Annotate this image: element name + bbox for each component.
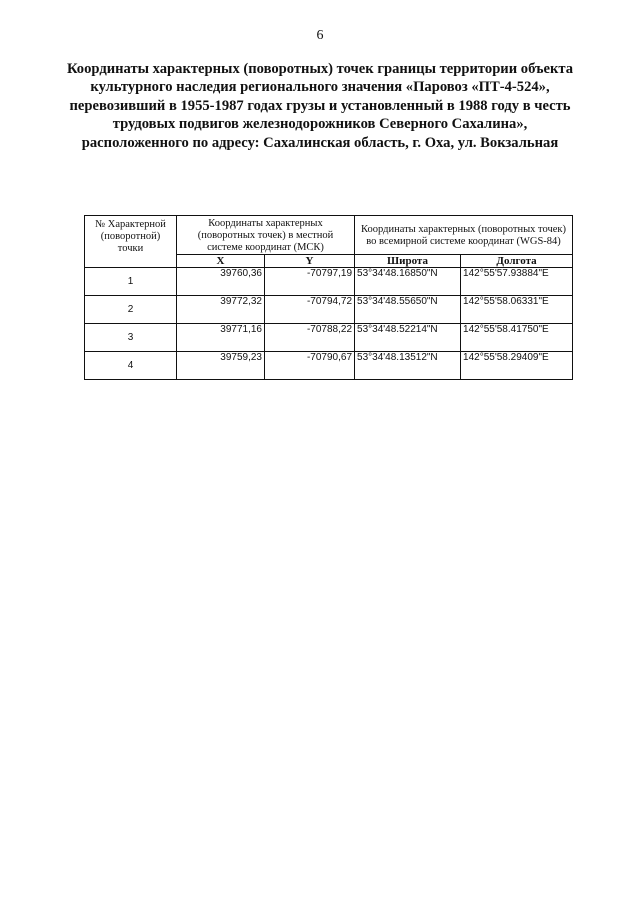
- header-x: X: [177, 255, 265, 268]
- table-row: [85, 296, 573, 324]
- longitude: 142°55'58.06331"E: [461, 296, 573, 324]
- point-number: 1: [85, 268, 177, 296]
- header-local-coordinates: Координаты характерных (поворотных точек) в местной системе координат (МСК): [177, 216, 355, 255]
- coord-y: -70790,67: [265, 352, 355, 380]
- longitude: 142°55'57.93884"E: [461, 268, 573, 296]
- longitude: 142°55'58.29409"E: [461, 352, 573, 380]
- coord-x: 39772,32: [177, 296, 265, 324]
- header-latitude: Широта: [355, 255, 461, 268]
- header-y: Y: [265, 255, 355, 268]
- coord-y: -70788,22: [265, 324, 355, 352]
- point-number: 2: [85, 296, 177, 324]
- header-wgs-coordinates: Координаты характерных (поворотных точек) во всемирной системе координат (WGS-84): [355, 216, 573, 255]
- table-row: [85, 268, 573, 296]
- table-row: [85, 324, 573, 352]
- header-point-number: № Характерной (поворотной) точки: [85, 216, 177, 268]
- coord-y: -70794,72: [265, 296, 355, 324]
- page-number: 6: [316, 28, 324, 43]
- point-number: 4: [85, 352, 177, 380]
- latitude: 53°34'48.55650"N: [355, 296, 461, 324]
- latitude: 53°34'48.13512"N: [355, 352, 461, 380]
- coord-x: 39759,23: [177, 352, 265, 380]
- latitude: 53°34'48.52214"N: [355, 324, 461, 352]
- coord-y: -70797,19: [265, 268, 355, 296]
- coord-x: 39760,36: [177, 268, 265, 296]
- latitude: 53°34'48.16850"N: [355, 268, 461, 296]
- document-title: Координаты характерных (поворотных) точек границы территории объекта культурного наследия регионального значения «Паровоз «ПТ-4-524», перевозивший в 1955-1987 годах грузы и установленный в 1988 году в честь трудовых подвигов железнодорожников Северного Сахалина», расположенного по адресу: Сахалинская область, г. Оха, ул. Вокзальная: [66, 61, 574, 151]
- longitude: 142°55'58.41750"E: [461, 324, 573, 352]
- table-row: [85, 352, 573, 380]
- coord-x: 39771,16: [177, 324, 265, 352]
- header-longitude: Долгота: [461, 255, 573, 268]
- point-number: 3: [85, 324, 177, 352]
- coordinates-table: [84, 215, 573, 380]
